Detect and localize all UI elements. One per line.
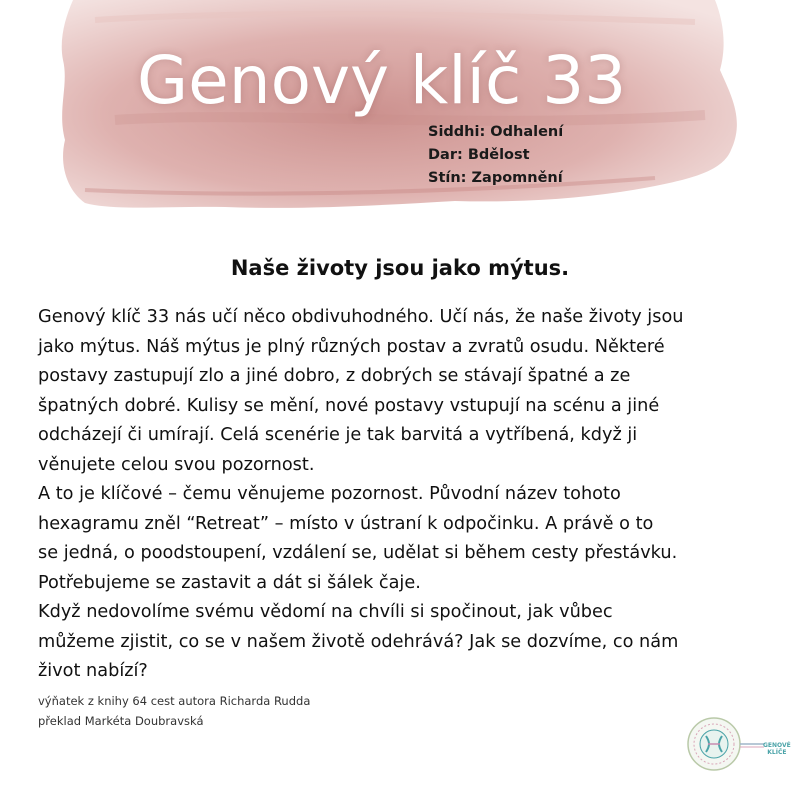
source-credit: výňatek z knihy 64 cest autora Richarda Rudda [38,694,311,708]
paragraph: Když nedovolíme svému vědomí na chvíli si spočinout, jak vůbec můžeme zjistit, co se v našem životě odehrává? Jak se dozvíme, co nám život nabízí? [38,602,679,681]
article-heading: Naše životy jsou jako mýtus. [230,256,570,280]
shadow-label: Stín: Zapomnění [428,170,563,186]
paragraph: A to je klíčové – čemu věnujeme pozornost. Původní název tohoto hexagramu zněl “Retreat” – místo v ústraní k odpočinku. A právě o to se jedná, o poodstoupení, vzdálení se, udělat si během cesty přestávku. Potřebujeme se zastavit a dát si šálek čaje. [38,484,678,593]
credits [38,691,310,731]
gene-key-attributes [428,121,563,190]
logo-line-1: GENOVÉ [763,742,791,749]
gift-label: Dar: Bdělost [428,147,530,163]
siddhi-label: Siddhi: Odhalení [428,124,564,140]
article-body [38,303,768,687]
logo-text [763,742,791,756]
logo-line-2: KLÍČE [767,749,787,756]
page-title: Genový klíč 33 [137,42,627,119]
paragraph: Genový klíč 33 nás učí něco obdivuhodného. Učí nás, že naše životy jsou jako mýtus. Náš mýtus je plný různých postav a zvratů osudu. Některé postavy zastupují zlo a jiné dobro, z dobrých se stávají špatné a ze špatných dobré. Kulisy se mění, nové postavy vstupují na scénu a jiné odcházejí či umírají. Celá scenérie je tak barvitá a vytříbená, když ji věnujete celou svou pozornost. [38,307,684,475]
translator-credit: překlad Markéta Doubravská [38,714,204,728]
